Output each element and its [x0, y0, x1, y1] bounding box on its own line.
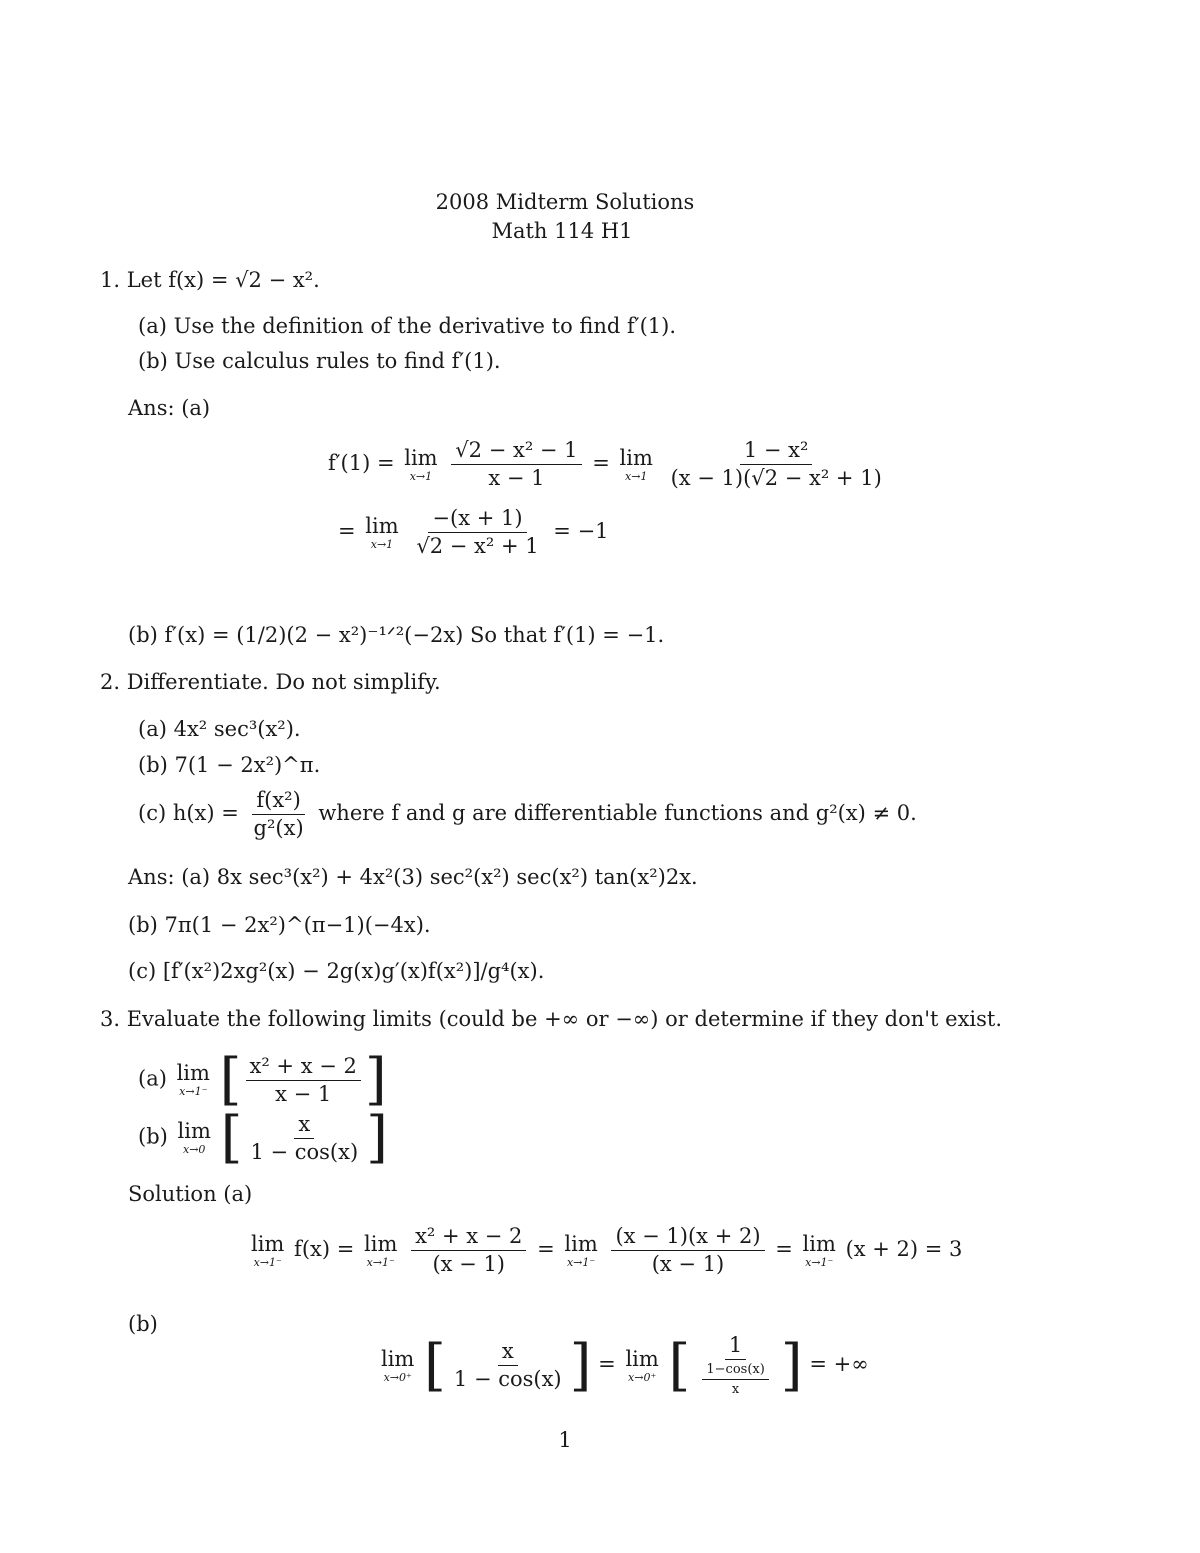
q2-ans-a: Ans: (a) 8x sec³(x²) + 4x²(3) sec²(x²) sec(x²) tan(x²)2x. [128, 865, 698, 889]
fraction: $\frac{x}{1 - \cos(x)}$ [250, 1111, 359, 1164]
q1-ans-label: Ans: (a) [128, 396, 211, 420]
q3-sol-a: lim x→1⁻ f(x) = lim x→1⁻ $\frac{\text{x² + x − 2}}{(x - 1)}$ = lim x→1⁻ $\frac{(x - 1)(x + 2)}{(x - 1)}$ = lim x→1⁻ (x + 2) = 3 [251, 1224, 963, 1276]
q1-part-a: (a) Use the definition of the derivative to find f′(1). [138, 314, 677, 338]
limit-operator: lim x→1⁻ [364, 1231, 398, 1269]
q1-sol-a-line1: f′(1) = lim x→1 $\frac{\text{√2 − x² − 1}}{x - 1}$ = lim x→1 $\frac{\text{1 − x²}}{\text{(x − 1)(√2 − x² + 1)}}$ [328, 440, 890, 489]
limit-operator: lim x→1⁻ [176, 1061, 210, 1098]
fraction: $\frac{1}{\frac{1-\cos(x)}{x}}$ [694, 1335, 776, 1396]
q2-part-b: (b) 7(1 − 2x²)^π. [138, 753, 321, 777]
page-title: 2008 Midterm Solutions [435, 190, 695, 214]
q2-ans-b: (b) 7π(1 − 2x²)^(π−1)(−4x). [128, 913, 431, 937]
limit-operator: lim x→1⁻ [564, 1231, 598, 1269]
q1-part-b: (b) Use calculus rules to find f′(1). [138, 349, 501, 373]
q1-statement: 1. Let f(x) = √2 − x². [100, 268, 320, 292]
fraction: $\frac{\text{x² + x − 2}}{x - 1}$ [246, 1056, 361, 1105]
q2-statement: 2. Differentiate. Do not simplify. [100, 670, 441, 694]
q1-sol-b: (b) f′(x) = (1/2)(2 − x²)⁻¹ᐟ²(−2x) So that f′(1) = −1. [128, 623, 665, 647]
limit-operator: lim x→1⁻ [251, 1231, 285, 1269]
q3-solution-label: Solution (a) [128, 1182, 253, 1206]
limit-operator: lim x→0⁺ [381, 1346, 415, 1384]
fraction: $\frac{\text{1 − x²}}{\text{(x − 1)(√2 − x² + 1)}}$ [670, 438, 882, 490]
q1-lhs: f′(1) = [328, 451, 402, 475]
q3-sol-b-label: (b) [128, 1312, 158, 1336]
limit-operator: lim x→0 [177, 1119, 211, 1156]
fraction: $\frac{\text{x² + x − 2}}{(x - 1)}$ [411, 1226, 526, 1275]
q3-statement: 3. Evaluate the following limits (could be +∞ or −∞) or determine if they don't exist. [100, 1007, 1003, 1031]
limit-operator: lim x→0⁺ [625, 1346, 659, 1384]
q3-part-a: (a) lim x→1⁻ [ $\frac{\text{x² + x − 2}}{x - 1}$ ] [138, 1047, 387, 1112]
q2-part-c: (c) h(x) = $\frac{\text{f(x²)}}{\text{g²(x)}}$ where f and g are differentiable functions and g²(x) ≠ 0. [138, 788, 917, 840]
q1-sol-a-line2: = lim x→1 $\frac{-(x + 1)}{\text{√2 − x² + 1}}$ = −1 [338, 506, 609, 558]
fraction: $\frac{\text{f(x²)}}{\text{g²(x)}}$ [253, 788, 304, 840]
limit-operator: lim x→1 [404, 445, 438, 483]
limit-operator: lim x→1⁻ [802, 1231, 836, 1269]
limit-operator: lim x→1 [365, 513, 399, 551]
page-number: 1 [558, 1428, 572, 1452]
fraction: $\frac{\text{√2 − x² − 1}}{x - 1}$ [451, 440, 581, 489]
nested-fraction: $\frac{1-\cos(x)}{x}$ [702, 1363, 768, 1396]
limit-operator: lim x→1 [619, 445, 653, 483]
course-name: Math 114 H1 [491, 219, 633, 243]
fraction: $\frac{(x - 1)(x + 2)}{(x - 1)}$ [611, 1226, 764, 1275]
q2-ans-c: (c) [f′(x²)2xg²(x) − 2g(x)g′(x)f(x²)]/g⁴(x). [128, 959, 545, 983]
q2-part-a: (a) 4x² sec³(x²). [138, 717, 301, 741]
fraction: $\frac{x}{1 - \cos(x)}$ [453, 1339, 562, 1391]
q3-sol-b: lim x→0⁺ [ $\frac{x}{1 - \cos(x)}$ ] = lim x→0⁺ [ $\frac{1}{\frac{1-\cos(x)}{x}}$ ] = +∞ [381, 1332, 869, 1398]
q3-part-b: (b) lim x→0 [ $\frac{x}{1 - \cos(x)}$ ] [138, 1105, 389, 1170]
fraction: $\frac{-(x + 1)}{\text{√2 − x² + 1}}$ [416, 506, 539, 558]
